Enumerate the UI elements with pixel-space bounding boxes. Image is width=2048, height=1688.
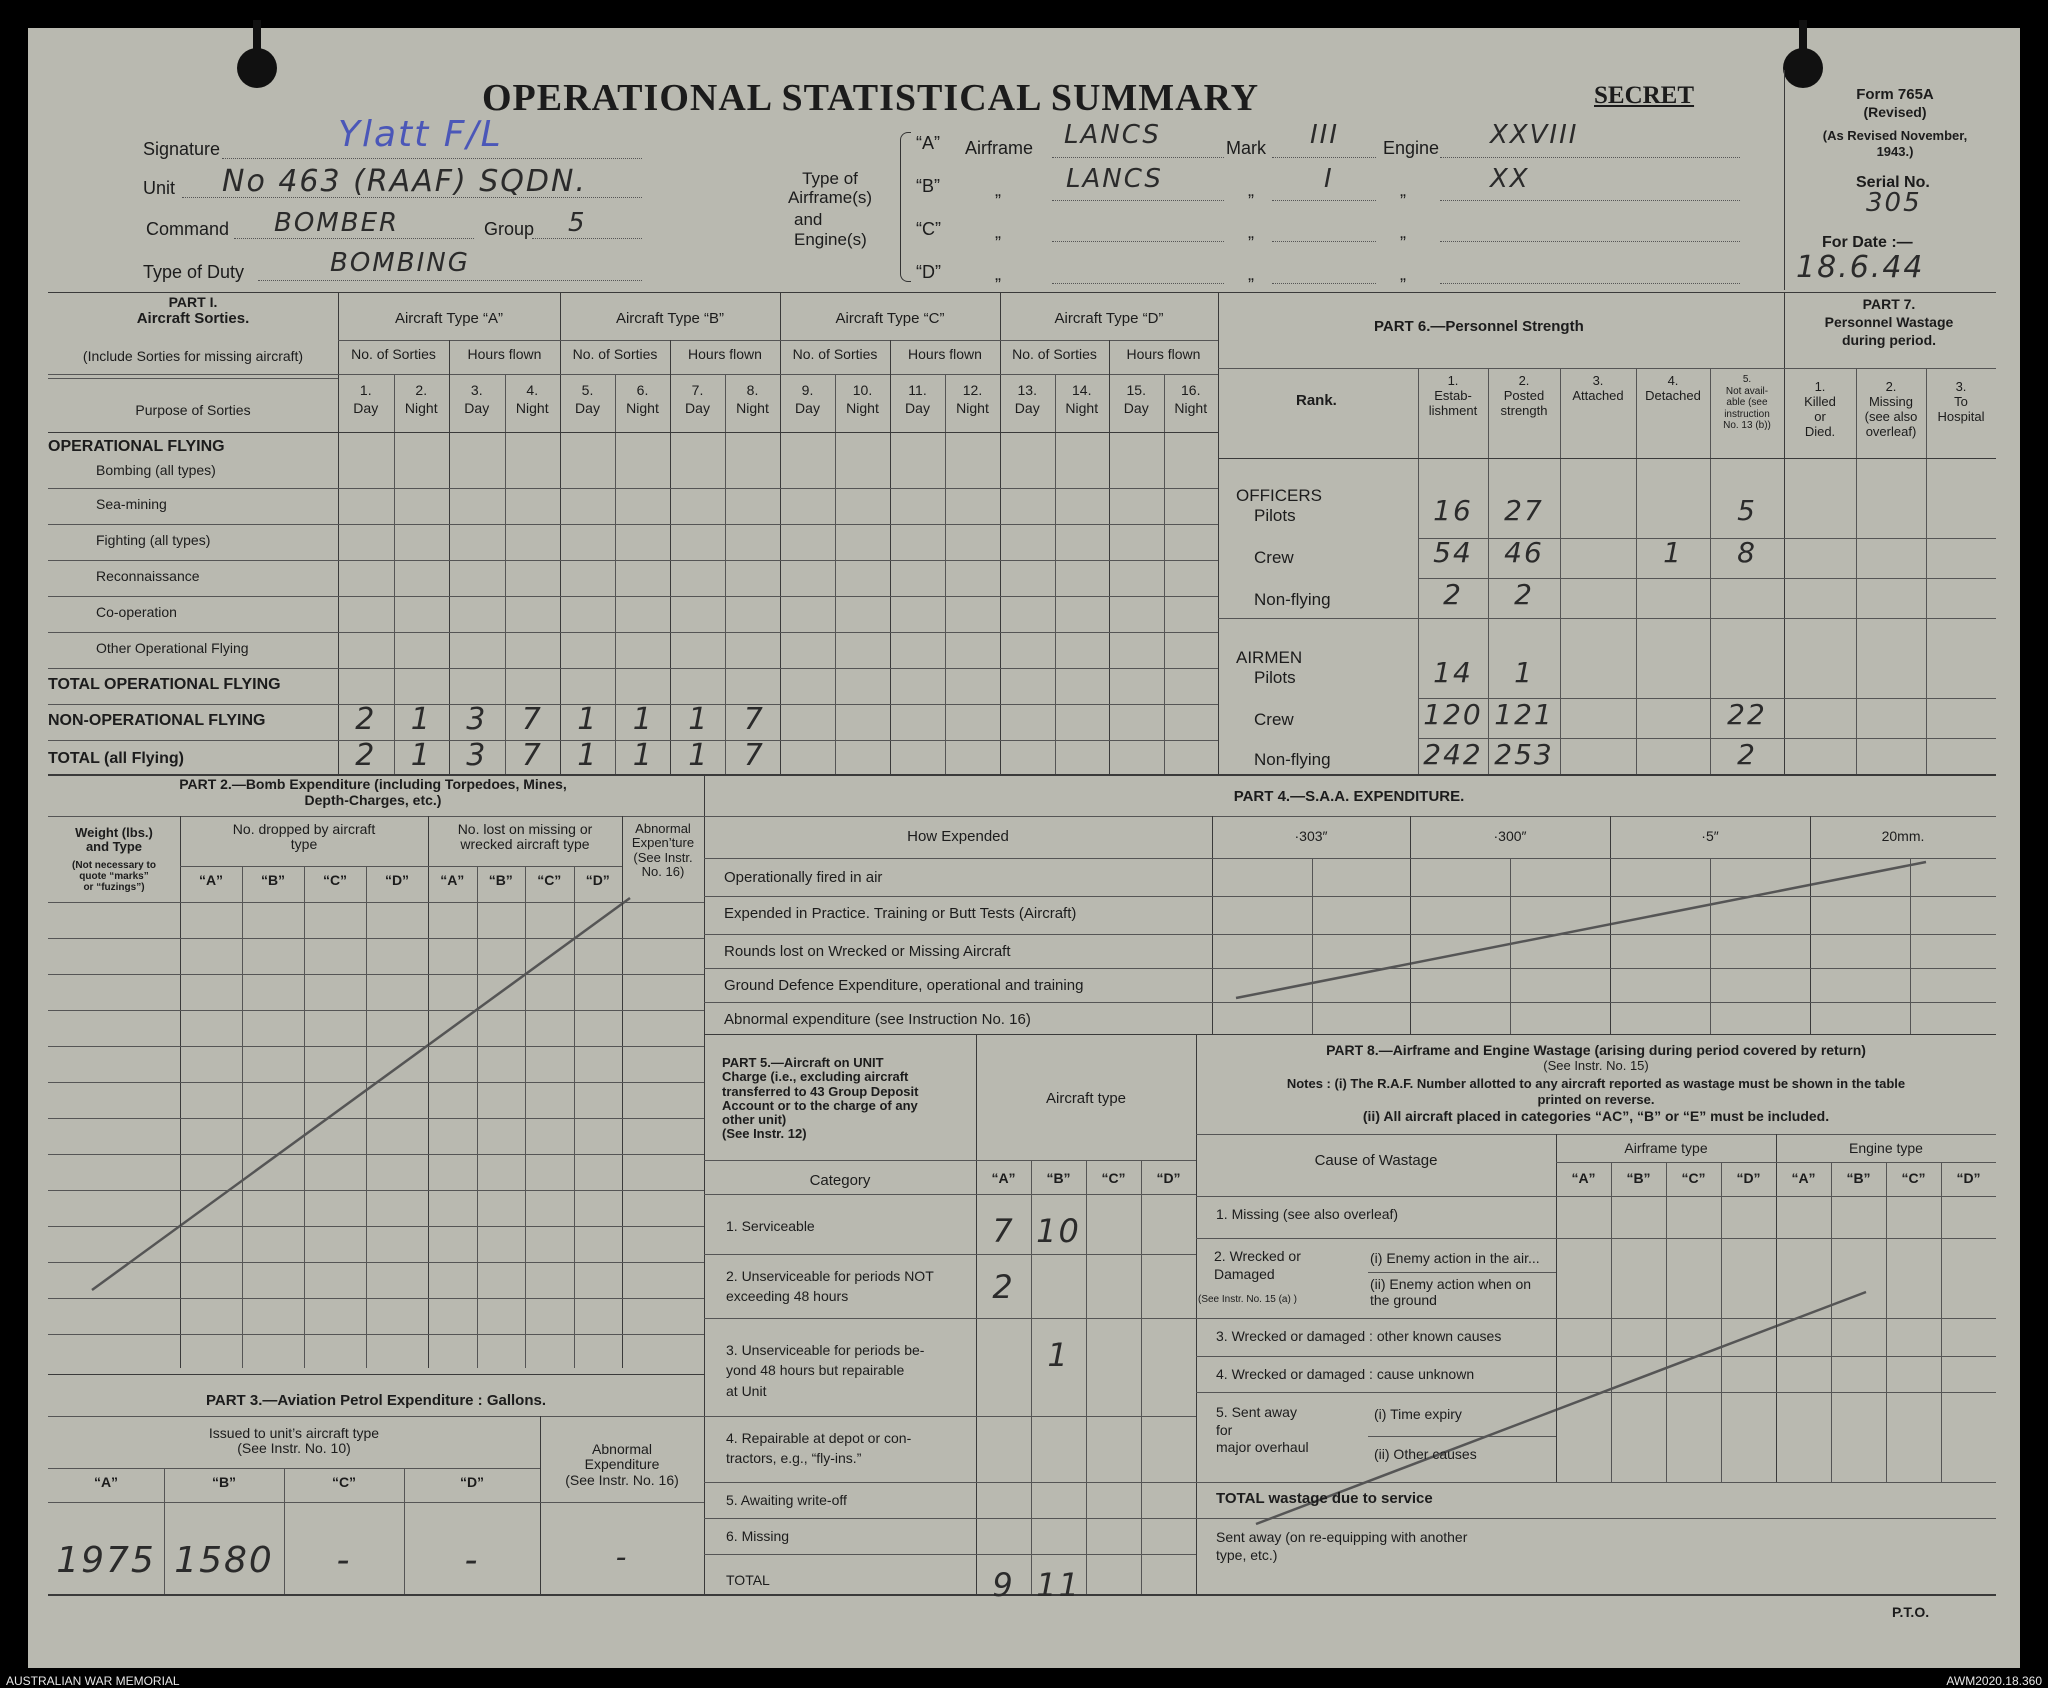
form-text: PART 8.—Airframe and Engine Wastage (arising during period covered by return) <box>1326 1042 1866 1058</box>
form-text: 3. Wrecked or damaged : other known causes <box>1216 1328 1502 1344</box>
personnel-value: 2 <box>1443 578 1463 611</box>
aircraft-letter: “D” <box>384 872 410 888</box>
day-night-label: Night <box>515 400 549 416</box>
total-flying-value: 7 <box>743 738 765 773</box>
rank-label: Non-flying <box>1254 590 1331 609</box>
personnel-value: 2 <box>1737 738 1757 771</box>
page: OPERATIONAL STATISTICAL SUMMARY SECRET Form 765A (Revised) (As Revised November, 1943.) Serial No. 305 For Date :— 18.6.44 Signature Ylatt F/L Unit No 463 (RAAF) SQDN. Command BOMBER Group 5 Type of Duty BOMBING Type of Airframe(s) and Engine(s) “A” Airframe LANCS Mark III Engine XXVIII “B” „ LANCS „ I „ XX “C” „ „ „ “D” „ „ „ PART I. Aircraft Sorties. (Include Sorties for missing aircraft) Purpose of Sorties OPERATIONAL FLYING TOTAL OPERATIONAL FLYING NON-OPERATIONAL FLYING TOTAL (all Flying) PART 6.—Personnel Strength Rank. OFFICERS AIRMEN PART 7. Personnel Wastage during period. PART 2.—Bomb Expenditure (including Torpedoes, Mines, Depth-Charges, etc.) PART 4.—S.A.A. EXPENDITURE. P.T.O. AUSTRALIAN WAR MEMORIAL AWM2020.18.360 Aircraft Type “A” No. of Sorties Hours flown 1. Day 2. Night 3. Day 4. Night Aircraft Type “B” No. of Sorties Hours flown 5. Day 6. Night 7. Day 8. Night Aircraft Type “C” No. of Sorties Hours flown 9. Day 10. Night 11. Day 12. Night Aircraft Type “D” No. of Sorties Hours flown 13. Day 14. Night 15. Day 16. Night Bombing (all types) Sea-mining Fighting (all types) Reconnaissance Co-operation Other Operational Flying 2 2 1 1 3 3 7 7 1 1 1 1 1 1 7 7 1. Estab- lishment 2. Posted strength 3. Attached 4. Detached 5. Not avail- able (see instruction No. 13 (b)) 1. Killed or Died. 2. Missing (see also overleaf) 3. To Hospital Pilots 16 27 5 Crew 54 46 1 8 Non-flying 2 2 Pilots 14 1 Crew 120 121 22 Non-flying 242 253 2 Weight (lbs.) and Type (Not necessary to quote “marks” or “fuzings”) No. dropped by aircraft type No. lost on missing or wrecked aircraft type Abnormal Expen’ture (See Instr. No. 16) “A” “A” “B” “B” “C” “C” “D” “D” PART 3.—Aviation Petrol Expenditure : Gallons. Issued to unit’s aircraft type (See Instr. No. 10) Abnormal Expenditure (See Instr. No. 16) “A” “B” “C” “D” 1975 1580 - - - How Expended ·303″ ·300″ ·5″ 20mm. Operationally fired in air Expended in Practice. Training or Butt Tests (Aircraft) Rounds lost on Wrecked or Missing Aircraft Ground Defence Expenditure, operational and training Abnormal expenditure (see Instruction No. 16) PART 5.—Aircraft on UNIT Charge (i.e., excluding aircraft transferred to 43 Group Deposit Account or to the charge of any other unit) (See Instr. 12) Aircraft type “A” “B” “C” “D” Category 1. Serviceable 7 10 2. Unserviceable for periods NOT exceeding 48 hours 2 3. Unserviceable for periods be- yond 48 hours but repairable at Unit 1 4. Repairable at depot or con- tractors, e.g., “fly-ins.” 5. Awaiting write-off 6. Missing TOTAL 9 11 PART 8.—Airframe and Engine Wastage (arising during period covered by return) (See Instr. No. 15) Notes : (i) The R.A.F. Number allotted to any aircraft reported as wastage must be shown in the table printed on reverse. (ii) All aircraft placed in categories “AC”, “B” or “E” must be included. Cause of Wastage Airframe type Engine type “A” “B” “C” “D” “A” “B” “C” “D” 1. Missing (see also overleaf) 2. Wrecked or Damaged (See Instr. No. 15 (a) ) (i) Enemy action in the air... (ii) Enemy action when on the ground 3. Wrecked or damaged : other known causes 4. Wrecked or damaged : cause unknown 5. Sent away for major overhaul (i) Time expiry (ii) Other causes TOTAL wastage due to service Sent away (on re-equipping with another type, etc.) <box>0 0 2048 1687</box>
non-operational-value: 1 <box>632 702 654 737</box>
day-night-label: Day <box>1014 400 1040 416</box>
form-text: (ii) Other causes <box>1374 1446 1477 1462</box>
category-label: 4. Repairable at depot or con- tractors, e.g., “fly-ins.” <box>726 1430 912 1467</box>
footer-accession: AWM2020.18.360 <box>1946 1674 2042 1688</box>
aircraft-letter: “B” <box>488 872 513 888</box>
aircraft-count: 2 <box>992 1268 1015 1306</box>
rank-label: Crew <box>1254 710 1294 729</box>
aircraft-letter: “C” <box>331 1474 357 1490</box>
non-operational-value: 7 <box>521 702 543 737</box>
pto-label: P.T.O. <box>1892 1604 1930 1620</box>
form-text: Category <box>809 1172 871 1189</box>
saa-row-label: Rounds lost on Wrecked or Missing Aircraft <box>724 943 1011 960</box>
aircraft-letter: “A” <box>440 872 465 888</box>
non-operational-value: 3 <box>466 702 488 737</box>
personnel-column-header: 5. Not avail- able (see instruction No. 13 (b)) <box>1723 374 1771 431</box>
sorties-header: No. of Sorties <box>351 346 436 362</box>
form-text: Abnormal Expenditure (See Instr. No. 16) <box>565 1441 679 1488</box>
total-flying-value: 1 <box>688 738 710 773</box>
form-text: Issued to unit’s aircraft type (See Instr. No. 10) <box>208 1425 380 1457</box>
aircraft-letter: “C” <box>1681 1170 1706 1186</box>
unit-value: No 463 (RAAF) SQDN. <box>222 164 587 199</box>
personnel-value: 8 <box>1737 536 1757 569</box>
hours-header: Hours flown <box>908 346 982 362</box>
category-label: TOTAL <box>726 1572 770 1588</box>
day-night-label: Day <box>795 400 820 416</box>
form-text: Sent away (on re-equipping with another type, etc.) <box>1216 1529 1468 1564</box>
secret-stamp: SECRET <box>1594 82 1695 109</box>
saa-row-label: Ground Defence Expenditure, operational and training <box>724 977 1084 994</box>
form-text: Abnormal Expen’ture (See Instr. No. 16) <box>631 821 695 879</box>
sortie-purpose: Other Operational Flying <box>96 640 249 656</box>
day-night-label: Day <box>905 400 930 416</box>
aircraft-letter: “B” <box>260 872 286 888</box>
sortie-purpose: Bombing (all types) <box>96 462 216 478</box>
sorties-header: No. of Sorties <box>572 346 658 362</box>
command-value: BOMBER <box>274 208 400 238</box>
aircraft-letter: “D” <box>459 1474 485 1490</box>
day-night-label: Day <box>353 400 379 416</box>
day-night-label: Night <box>1174 400 1208 416</box>
wastage-column-header: 3. To Hospital <box>1937 379 1985 424</box>
day-night-label: Day <box>1123 400 1149 416</box>
form-text: How Expended <box>907 828 1009 845</box>
sortie-purpose: Co-operation <box>96 604 177 620</box>
column-number: 16. <box>1181 382 1201 398</box>
sortie-purpose: Reconnaissance <box>96 568 200 584</box>
form-text: No. lost on missing or wrecked aircraft type <box>457 821 593 853</box>
column-number: 4. <box>526 382 539 398</box>
sortie-purpose: Sea-mining <box>96 496 167 512</box>
personnel-value: 253 <box>1494 738 1554 771</box>
aircraft-letter: “A” <box>198 872 224 888</box>
form-text: 2. Wrecked or Damaged <box>1214 1248 1301 1282</box>
aircraft-letter: “B” <box>1846 1170 1871 1186</box>
rank-label: Pilots <box>1254 668 1296 687</box>
personnel-value: 242 <box>1423 738 1483 771</box>
signature: Ylatt F/L <box>338 114 503 155</box>
aircraft-letter: “D” <box>1736 1170 1761 1186</box>
column-number: 7. <box>691 382 704 398</box>
petrol-value: - <box>464 1540 480 1581</box>
column-number: 11. <box>908 382 927 398</box>
aircraft-count: 9 <box>992 1566 1015 1604</box>
total-flying-value: 3 <box>466 738 488 773</box>
petrol-value: - <box>615 1540 629 1575</box>
column-number: 6. <box>636 382 649 398</box>
aircraft-letter: “C” <box>1901 1170 1926 1186</box>
hours-header: Hours flown <box>467 346 542 362</box>
column-number: 10. <box>852 382 873 398</box>
day-night-label: Night <box>736 400 769 416</box>
petrol-value: 1580 <box>174 1540 274 1581</box>
personnel-value: 22 <box>1727 698 1767 731</box>
form-text: Notes : (i) The R.A.F. Number allotted to any aircraft reported as wastage must be shown in the table <box>1286 1076 1906 1091</box>
aircraft-letter: “B” <box>211 1474 237 1490</box>
saa-row-label: Abnormal expenditure (see Instruction No. 16) <box>724 1011 1031 1028</box>
form-text: Engine type <box>1849 1140 1923 1156</box>
petrol-value: - <box>336 1540 352 1581</box>
form-text: (See Instr. No. 15 (a) ) <box>1198 1294 1297 1305</box>
aircraft-letter: “D” <box>1156 1170 1181 1186</box>
category-label: 1. Serviceable <box>726 1218 815 1234</box>
aircraft-count: 11 <box>1036 1566 1081 1604</box>
non-operational-value: 7 <box>743 702 765 737</box>
saa-row-label: Operationally fired in air <box>724 869 883 886</box>
aircraft-letter: “C” <box>1101 1170 1126 1186</box>
hours-header: Hours flown <box>1126 346 1201 362</box>
column-number: 5. <box>581 382 594 398</box>
column-number: 12. <box>962 382 983 398</box>
day-night-label: Day <box>575 400 600 416</box>
personnel-column-header: 4. Detached <box>1645 373 1701 403</box>
personnel-column-header: 2. Posted strength <box>1500 373 1548 418</box>
non-operational-value: 1 <box>688 702 710 737</box>
personnel-value: 14 <box>1433 656 1473 689</box>
non-operational-value: 1 <box>577 702 599 737</box>
wastage-column-header: 1. Killed or Died. <box>1804 379 1836 439</box>
form-text: ·303″ <box>1294 828 1328 844</box>
column-number: 14. <box>1072 382 1092 398</box>
form-text: Aircraft type <box>1045 1090 1127 1107</box>
non-operational-value: 1 <box>410 702 432 737</box>
aircraft-letter: “A” <box>1571 1170 1596 1186</box>
personnel-value: 121 <box>1494 698 1554 731</box>
day-night-label: Night <box>626 400 659 416</box>
column-number: 13. <box>1017 382 1037 398</box>
aircraft-letter: “A” <box>991 1170 1016 1186</box>
personnel-column-header: 1. Estab- lishment <box>1428 373 1478 418</box>
personnel-value: 2 <box>1514 578 1534 611</box>
aircraft-type-header: Aircraft Type “C” <box>835 310 945 327</box>
report-date: 18.6.44 <box>1796 250 1925 285</box>
aircraft-count: 1 <box>1047 1336 1070 1374</box>
total-flying-value: 7 <box>521 738 543 773</box>
column-number: 8. <box>746 382 759 398</box>
rank-label: Crew <box>1254 548 1294 567</box>
personnel-value: 46 <box>1504 536 1544 569</box>
personnel-value: 27 <box>1504 494 1544 527</box>
personnel-value: 5 <box>1737 494 1757 527</box>
total-flying-value: 1 <box>632 738 654 773</box>
sorties-header: No. of Sorties <box>792 346 878 362</box>
personnel-value: 54 <box>1433 536 1473 569</box>
column-number: 15. <box>1126 382 1146 398</box>
form-text: (ii) All aircraft placed in categories “AC”, “B” or “E” must be included. <box>1362 1108 1830 1124</box>
aircraft-letter: “B” <box>1626 1170 1651 1186</box>
total-flying-value: 1 <box>577 738 599 773</box>
day-night-label: Night <box>846 400 879 416</box>
category-label: 3. Unserviceable for periods be- yond 48 hours but repairable at Unit <box>726 1342 925 1399</box>
total-flying-value: 1 <box>410 738 432 773</box>
day-night-label: Night <box>404 400 438 416</box>
day-night-label: Day <box>685 400 710 416</box>
rank-label: Pilots <box>1254 506 1296 525</box>
category-label: 5. Awaiting write-off <box>726 1492 847 1508</box>
personnel-value: 1 <box>1514 656 1534 689</box>
form-text: ·5″ <box>1701 828 1719 844</box>
footer-credit: AUSTRALIAN WAR MEMORIAL <box>6 1674 180 1688</box>
category-label: 6. Missing <box>726 1528 790 1544</box>
form-text: (Not necessary to quote “marks” or “fuzings”) <box>72 860 156 893</box>
aircraft-type-header: Aircraft Type “D” <box>1054 310 1164 327</box>
form-text: Weight (lbs.) and Type <box>75 825 153 855</box>
aircraft-letter: “A” <box>1791 1170 1816 1186</box>
personnel-value: 1 <box>1663 536 1683 569</box>
aircraft-letter: “D” <box>1956 1170 1981 1186</box>
page-title: OPERATIONAL STATISTICAL SUMMARY <box>482 77 1260 119</box>
form-text: Cause of Wastage <box>1314 1152 1438 1169</box>
form-text: TOTAL wastage due to service <box>1216 1490 1433 1507</box>
aircraft-type-header: Aircraft Type “A” <box>394 310 504 327</box>
sorties-header: No. of Sorties <box>1012 346 1097 362</box>
aircraft-count: 10 <box>1036 1212 1081 1250</box>
form-text: PART 3.—Aviation Petrol Expenditure : Gallons. <box>205 1392 547 1409</box>
form-text: 1. Missing (see also overleaf) <box>1216 1206 1399 1222</box>
form-text: 4. Wrecked or damaged : cause unknown <box>1216 1366 1475 1382</box>
sortie-purpose: Fighting (all types) <box>96 532 211 548</box>
form-text: printed on reverse. <box>1537 1092 1655 1107</box>
duty-value: BOMBING <box>330 248 470 278</box>
personnel-value: 16 <box>1433 494 1473 527</box>
form-number: Form 765A <box>1856 86 1934 103</box>
column-number: 2. <box>415 382 428 398</box>
hours-header: Hours flown <box>688 346 762 362</box>
day-night-label: Day <box>464 400 490 416</box>
form-text: No. dropped by aircraft type <box>232 821 376 853</box>
form-text: ·300″ <box>1493 828 1527 844</box>
aircraft-letter: “C” <box>537 872 562 888</box>
aircraft-letter: “C” <box>322 872 348 888</box>
form-text: (i) Enemy action in the air... <box>1370 1250 1540 1266</box>
category-label: 2. Unserviceable for periods NOT exceeding 48 hours <box>726 1268 934 1305</box>
form-text: (ii) Enemy action when on the ground <box>1370 1276 1532 1309</box>
form-text: (i) Time expiry <box>1374 1406 1462 1422</box>
saa-row-label: Expended in Practice. Training or Butt Tests (Aircraft) <box>724 905 1077 922</box>
day-night-label: Night <box>956 400 989 416</box>
column-number: 3. <box>470 382 483 398</box>
day-night-label: Night <box>1065 400 1099 416</box>
part4-cancel-stroke <box>1236 862 1926 998</box>
aircraft-count: 7 <box>992 1212 1015 1250</box>
serial-number: 305 <box>1866 188 1922 218</box>
total-flying-value: 2 <box>355 738 377 773</box>
form-text: Airframe type <box>1624 1140 1708 1156</box>
column-number: 9. <box>801 382 814 398</box>
aircraft-letter: “D” <box>585 872 610 888</box>
personnel-column-header: 3. Attached <box>1572 373 1624 403</box>
form-text: (See Instr. No. 15) <box>1543 1058 1649 1073</box>
wastage-column-header: 2. Missing (see also overleaf) <box>1864 379 1918 439</box>
aircraft-type-header: Aircraft Type “B” <box>615 310 725 327</box>
aircraft-letter: “A” <box>93 1474 119 1490</box>
personnel-value: 120 <box>1423 698 1483 731</box>
rank-label: Non-flying <box>1254 750 1331 769</box>
form-text: PART 5.—Aircraft on UNIT Charge (i.e., excluding aircraft transferred to 43 Group Deposit Account or to the charge of any other unit) (See Instr. 12) <box>722 1055 919 1142</box>
aircraft-letter: “B” <box>1046 1170 1071 1186</box>
part2-cancel-stroke <box>92 898 630 1290</box>
form-text: 20mm. <box>1881 828 1925 844</box>
group-value: 5 <box>568 208 587 238</box>
non-operational-value: 2 <box>355 702 377 737</box>
column-number: 1. <box>359 382 372 398</box>
form-text: 5. Sent away for major overhaul <box>1216 1404 1309 1455</box>
petrol-value: 1975 <box>56 1540 156 1581</box>
